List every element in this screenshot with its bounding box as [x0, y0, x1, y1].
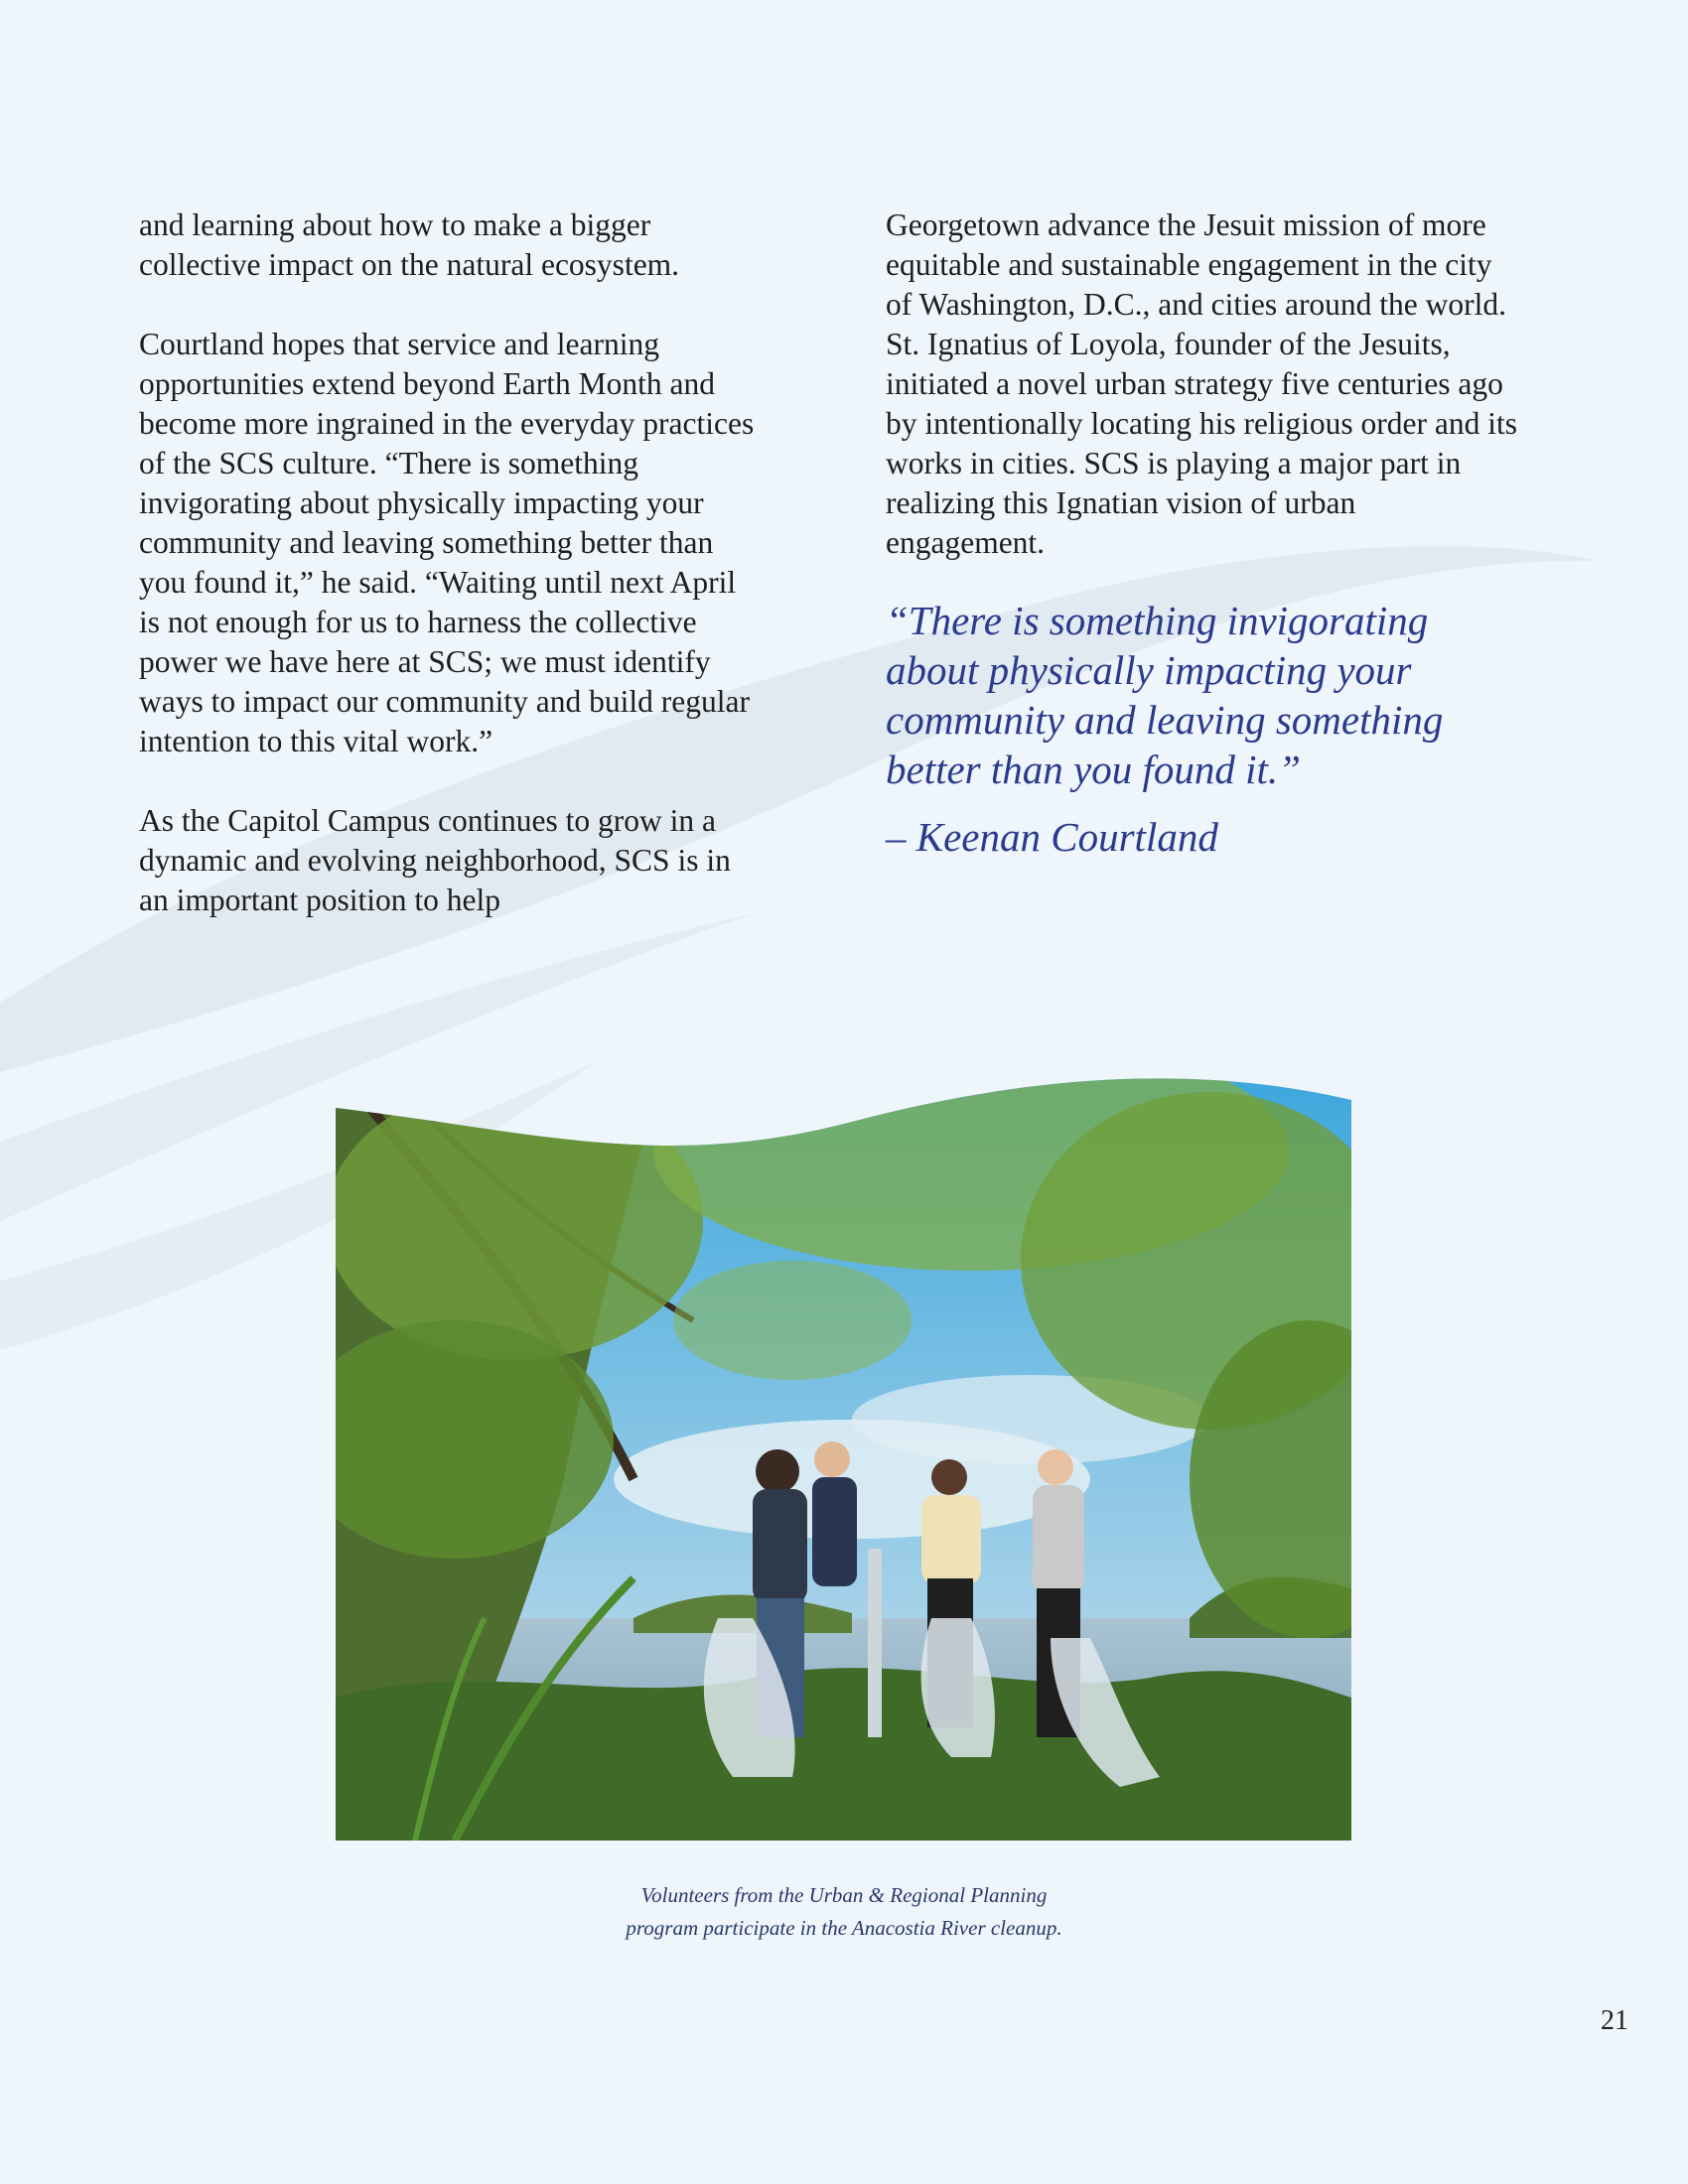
body-paragraph: and learning about how to make a bigger collective impact on the natural ecosystem.	[139, 207, 680, 282]
right-text-column	[886, 205, 1521, 603]
volunteers-photo	[336, 1062, 1351, 1841]
pull-quote	[886, 596, 1521, 862]
body-paragraph: Courtland hopes that service and learning opportunities extend beyond Earth Month and become more ingrained in the everyday practices of the SCS culture. “There is something invigorating about physically impacting your community and leaving something better than you found it,” he said. “Waiting until next April is not enough for us to harness the collective power we have here at SCS; we must identify ways to impact our community and build regular intention to this vital work.”	[139, 327, 755, 758]
left-text-column	[139, 205, 755, 960]
body-paragraph: Georgetown advance the Jesuit mission of more equitable and sustainable engagement in the city of Washington, D.C., and cities around the world. St. Ignatius of Loyola, founder of the Jesuits, initiated a novel urban strategy five centuries ago by intentionally locating his religious order and its works in cities. SCS is playing a major part in realizing this Ignatian vision of urban engagement.	[886, 207, 1518, 560]
photo-caption-line: Volunteers from the Urban & Regional Planning	[640, 1883, 1048, 1907]
volunteers-photo-illustration	[336, 1062, 1351, 1841]
page-number: 21	[1601, 2005, 1628, 2036]
photo-caption-line: program participate in the Anacostia River cleanup.	[626, 1916, 1062, 1940]
body-paragraph: As the Capitol Campus continues to grow in a dynamic and evolving neighborhood, SCS is in an important position to help	[139, 803, 731, 917]
pull-quote-attribution: – Keenan Courtland	[886, 814, 1218, 860]
pull-quote-text: “There is something invigorating about physically impacting your community and leaving something better than you found it.”	[886, 598, 1444, 792]
photo-caption	[447, 1879, 1241, 1945]
